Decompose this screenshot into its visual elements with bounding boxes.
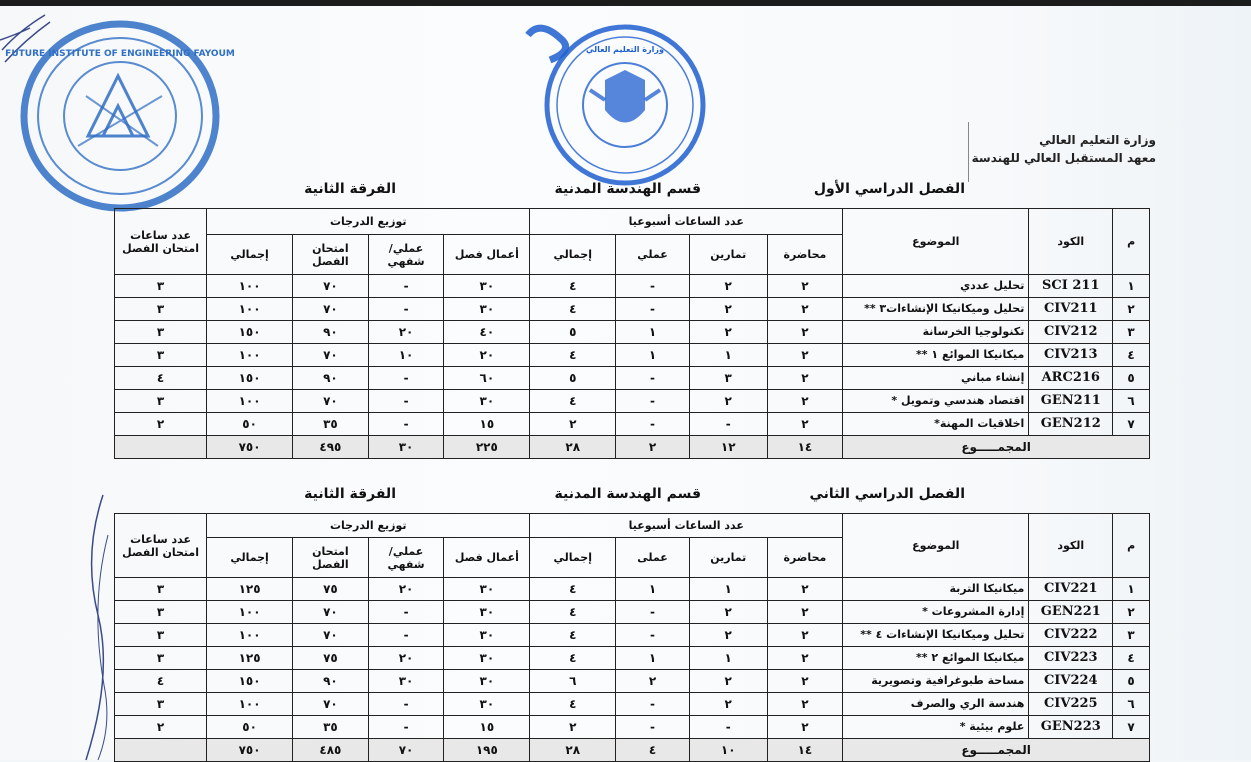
header-exam-hours: عدد ساعات امتحان الفصل: [115, 209, 207, 275]
cell-exam-hours: ٣: [115, 390, 207, 413]
cell-exercises: ١: [689, 647, 767, 670]
cell-total-hours: ٤: [530, 298, 616, 321]
cell-subject: مساحة طبوغرافية وتصويرية: [843, 670, 1029, 693]
cell-total-grades: ١٠٠: [207, 275, 293, 298]
table-row: [115, 693, 1150, 716]
cell-exam-hours: ٣: [115, 693, 207, 716]
cell-total-grades: ١٠٠: [207, 344, 293, 367]
cell-code: CIV212: [1029, 321, 1113, 344]
cell-exercises: ٢: [689, 693, 767, 716]
cell-exam-hours: ٤: [115, 670, 207, 693]
cell-code: CIV211: [1029, 298, 1113, 321]
cell-lecture: ٢: [767, 344, 843, 367]
cell-exercises: -: [689, 413, 767, 436]
cell-coursework: ٢٠: [444, 344, 530, 367]
cell-num: ٢: [1113, 601, 1150, 624]
cell-subject: إنشاء مباني: [843, 367, 1029, 390]
cell-lecture: ٢: [767, 647, 843, 670]
cell-subject: ميكانيكا الموائع ١ **: [843, 344, 1029, 367]
total-label: المجمـــــوع: [843, 739, 1150, 762]
total-lecture: ١٤: [767, 436, 843, 459]
total-hours: ٢٨: [530, 436, 616, 459]
table-row: [115, 670, 1150, 693]
cell-total-grades: ١٥٠: [207, 321, 293, 344]
cell-code: CIV213: [1029, 344, 1113, 367]
cell-num: ٢: [1113, 298, 1150, 321]
cell-code: ARC216: [1029, 367, 1113, 390]
total-exercises: ١٠: [689, 739, 767, 762]
total-exercises: ١٢: [689, 436, 767, 459]
cell-exam-hours: ٣: [115, 624, 207, 647]
cell-exam: ٩٠: [293, 367, 369, 390]
cell-num: ٦: [1113, 390, 1150, 413]
stamp-text: FUTURE INSTITUTE OF ENGINEERING FAYOUM: [5, 49, 235, 59]
cell-total-grades: ١٠٠: [207, 624, 293, 647]
department-name: قسم الهندسة المدنية: [554, 486, 701, 502]
ministry-stamp-icon: [520, 10, 720, 205]
cell-practical: -: [616, 693, 690, 716]
header-grades: توزيع الدرجات: [207, 514, 530, 538]
cell-num: ٦: [1113, 693, 1150, 716]
cell-lecture: ٢: [767, 298, 843, 321]
header-exercises: تمارين: [689, 538, 767, 578]
cell-exam-hours: ٣: [115, 275, 207, 298]
cell-oral: -: [368, 367, 444, 390]
cell-exercises: -: [689, 716, 767, 739]
cell-subject: تحليل عددي: [843, 275, 1029, 298]
cell-practical: ١: [616, 321, 690, 344]
total-exam-hours: [115, 739, 207, 762]
header-total-grades: إجمالي: [207, 235, 293, 275]
cell-code: GEN212: [1029, 413, 1113, 436]
header-coursework: أعمال فصل: [444, 538, 530, 578]
total-coursework: ٢٢٥: [444, 436, 530, 459]
cell-oral: ٣٠: [368, 670, 444, 693]
cell-practical: ١: [616, 647, 690, 670]
table-row: [115, 647, 1150, 670]
cell-exam-hours: ٣: [115, 298, 207, 321]
cell-subject: ميكانيكا التربة: [843, 578, 1029, 601]
table-row: [115, 367, 1150, 390]
cell-exercises: ٢: [689, 321, 767, 344]
semester-term: الفصل الدراسي الثاني: [809, 486, 965, 502]
cell-practical: -: [616, 716, 690, 739]
semester-term: الفصل الدراسي الأول: [813, 181, 965, 197]
cell-code: GEN211: [1029, 390, 1113, 413]
header-total-hours: إجمالي: [530, 235, 616, 275]
header-code: الكود: [1029, 209, 1113, 275]
table-row: [115, 578, 1150, 601]
cell-exam-hours: ٣: [115, 578, 207, 601]
year-name: الفرقة الثانية: [304, 181, 396, 197]
cell-oral: -: [368, 413, 444, 436]
cell-oral: -: [368, 624, 444, 647]
cell-total-grades: ٥٠: [207, 716, 293, 739]
cell-practical: ٢: [616, 670, 690, 693]
table-row: [115, 321, 1150, 344]
cell-subject: اقتصاد هندسي وتمويل *: [843, 390, 1029, 413]
cell-oral: ١٠: [368, 344, 444, 367]
cell-exam-hours: ٣: [115, 321, 207, 344]
cell-subject: إدارة المشروعات *: [843, 601, 1029, 624]
cell-num: ١: [1113, 275, 1150, 298]
department-name: قسم الهندسة المدنية: [554, 181, 701, 197]
cell-coursework: ٣٠: [444, 601, 530, 624]
cell-exam-hours: ٢: [115, 716, 207, 739]
header-num: م: [1113, 514, 1150, 578]
cell-total-hours: ٤: [530, 390, 616, 413]
cell-coursework: ٣٠: [444, 275, 530, 298]
header-weekly-hours: عدد الساعات أسبوعيا: [530, 209, 843, 235]
cell-total-hours: ٥: [530, 367, 616, 390]
total-grades: ٧٥٠: [207, 436, 293, 459]
cell-lecture: ٢: [767, 578, 843, 601]
cell-total-grades: ١٠٠: [207, 298, 293, 321]
cell-exercises: ١: [689, 578, 767, 601]
cell-oral: -: [368, 298, 444, 321]
header-weekly-hours: عدد الساعات أسبوعيا: [530, 514, 843, 538]
cell-coursework: ٣٠: [444, 578, 530, 601]
cell-practical: -: [616, 298, 690, 321]
ministry-name: وزارة التعليم العالي: [1039, 133, 1156, 147]
cell-num: ٥: [1113, 367, 1150, 390]
table-row: [115, 275, 1150, 298]
cell-num: ٤: [1113, 344, 1150, 367]
cell-lecture: ٢: [767, 413, 843, 436]
cell-oral: -: [368, 601, 444, 624]
cell-lecture: ٢: [767, 390, 843, 413]
cell-subject: تحليل وميكانيكا الإنشاءات٣ **: [843, 298, 1029, 321]
header-exam-hours: عدد ساعات امتحان الفصل: [115, 514, 207, 578]
cell-lecture: ٢: [767, 716, 843, 739]
total-hours: ٢٨: [530, 739, 616, 762]
total-lecture: ١٤: [767, 739, 843, 762]
cell-coursework: ٣٠: [444, 298, 530, 321]
total-practical: ٢: [616, 436, 690, 459]
total-label: المجمـــــوع: [843, 436, 1150, 459]
table-row: [115, 413, 1150, 436]
cell-exam: ٧٠: [293, 624, 369, 647]
cell-total-hours: ٤: [530, 693, 616, 716]
total-grades: ٧٥٠: [207, 739, 293, 762]
header-num: م: [1113, 209, 1150, 275]
header-subject: الموضوع: [843, 209, 1029, 275]
cell-num: ٣: [1113, 624, 1150, 647]
cell-subject: اخلاقيات المهنة*: [843, 413, 1029, 436]
cell-exercises: ٢: [689, 390, 767, 413]
cell-lecture: ٢: [767, 321, 843, 344]
cell-code: CIV225: [1029, 693, 1113, 716]
cell-lecture: ٢: [767, 367, 843, 390]
header-subject: الموضوع: [843, 514, 1029, 578]
cell-total-hours: ٤: [530, 624, 616, 647]
header-exam: امتحان الفصل: [293, 235, 369, 275]
cell-subject: ميكانيكا الموائع ٢ **: [843, 647, 1029, 670]
cell-exam-hours: ٢: [115, 413, 207, 436]
cell-exam: ٧٠: [293, 298, 369, 321]
table-row: [115, 344, 1150, 367]
cell-practical: ١: [616, 578, 690, 601]
total-exam-hours: [115, 436, 207, 459]
cell-total-hours: ٢: [530, 413, 616, 436]
cell-oral: -: [368, 390, 444, 413]
cell-coursework: ٣٠: [444, 624, 530, 647]
cell-exam-hours: ٤: [115, 367, 207, 390]
cell-num: ٧: [1113, 716, 1150, 739]
cell-lecture: ٢: [767, 670, 843, 693]
total-oral: ٣٠: [368, 436, 444, 459]
cell-coursework: ٦٠: [444, 367, 530, 390]
cell-exam: ٧٠: [293, 390, 369, 413]
cell-coursework: ٣٠: [444, 647, 530, 670]
cell-total-hours: ٤: [530, 601, 616, 624]
cell-oral: ٢٠: [368, 321, 444, 344]
header-code: الكود: [1029, 514, 1113, 578]
cell-num: ٣: [1113, 321, 1150, 344]
cell-practical: -: [616, 275, 690, 298]
cell-practical: -: [616, 601, 690, 624]
cell-lecture: ٢: [767, 601, 843, 624]
cell-code: SCI 211: [1029, 275, 1113, 298]
cell-total-hours: ٤: [530, 344, 616, 367]
cell-num: ٤: [1113, 647, 1150, 670]
cell-exam: ٧٥: [293, 647, 369, 670]
cell-practical: -: [616, 413, 690, 436]
institute-name: معهد المستقبل العالي للهندسة: [971, 151, 1156, 165]
cell-subject: تكنولوجيا الخرسانة: [843, 321, 1029, 344]
cell-total-grades: ١٥٠: [207, 367, 293, 390]
header-lecture: محاضرة: [767, 538, 843, 578]
cell-practical: -: [616, 624, 690, 647]
cell-num: ١: [1113, 578, 1150, 601]
total-row: [115, 739, 1150, 762]
header-total-hours: إجمالي: [530, 538, 616, 578]
cell-exercises: ٣: [689, 367, 767, 390]
scan-edge: [0, 0, 1251, 6]
cell-exam: ٩٠: [293, 321, 369, 344]
cell-lecture: ٢: [767, 275, 843, 298]
stamp-text: وزارة التعليم العالي: [586, 45, 664, 54]
total-oral: ٧٠: [368, 739, 444, 762]
cell-total-hours: ٢: [530, 716, 616, 739]
header-oral: عملي/ شفهي: [368, 538, 444, 578]
cell-oral: ٢٠: [368, 647, 444, 670]
cell-oral: -: [368, 693, 444, 716]
header-lecture: محاضرة: [767, 235, 843, 275]
total-coursework: ١٩٥: [444, 739, 530, 762]
cell-practical: -: [616, 367, 690, 390]
header-practical: عملى: [616, 538, 690, 578]
cell-total-grades: ١٢٥: [207, 647, 293, 670]
cell-coursework: ٣٠: [444, 693, 530, 716]
cell-oral: ٢٠: [368, 578, 444, 601]
total-exam: ٤٨٥: [293, 739, 369, 762]
cell-total-hours: ٦: [530, 670, 616, 693]
cell-total-grades: ٥٠: [207, 413, 293, 436]
cell-practical: -: [616, 390, 690, 413]
total-exam: ٤٩٥: [293, 436, 369, 459]
cell-exercises: ١: [689, 344, 767, 367]
cell-total-grades: ١٠٠: [207, 693, 293, 716]
cell-total-grades: ١٥٠: [207, 670, 293, 693]
cell-subject: هندسة الري والصرف: [843, 693, 1029, 716]
cell-exam-hours: ٣: [115, 647, 207, 670]
cell-exercises: ٢: [689, 624, 767, 647]
cell-exam-hours: ٣: [115, 344, 207, 367]
cell-practical: ١: [616, 344, 690, 367]
cell-total-hours: ٥: [530, 321, 616, 344]
cell-code: CIV224: [1029, 670, 1113, 693]
cell-num: ٧: [1113, 413, 1150, 436]
cell-exam: ٧٠: [293, 275, 369, 298]
cell-total-grades: ١٠٠: [207, 601, 293, 624]
table-row: [115, 390, 1150, 413]
header-oral: عملي/ شفهي: [368, 235, 444, 275]
cell-total-grades: ١٢٥: [207, 578, 293, 601]
cell-total-hours: ٤: [530, 275, 616, 298]
total-practical: ٤: [616, 739, 690, 762]
cell-exam: ٧٥: [293, 578, 369, 601]
table-row: [115, 298, 1150, 321]
cell-coursework: ١٥: [444, 413, 530, 436]
cell-exercises: ٢: [689, 275, 767, 298]
header-coursework: أعمال فصل: [444, 235, 530, 275]
cell-total-grades: ١٠٠: [207, 390, 293, 413]
cell-code: CIV221: [1029, 578, 1113, 601]
header-exam: امتحان الفصل: [293, 538, 369, 578]
cell-total-hours: ٤: [530, 647, 616, 670]
header-total-grades: إجمالي: [207, 538, 293, 578]
pen-mark-icon: [78, 495, 118, 760]
header-grades: توزيع الدرجات: [207, 209, 530, 235]
cell-exercises: ٢: [689, 298, 767, 321]
cell-subject: تحليل وميكانيكا الإنشاءات ٤ **: [843, 624, 1029, 647]
cell-code: CIV223: [1029, 647, 1113, 670]
schedule-table: [114, 208, 1150, 459]
cell-total-hours: ٤: [530, 578, 616, 601]
cell-exercises: ٢: [689, 601, 767, 624]
cell-exam: ٣٥: [293, 413, 369, 436]
cell-coursework: ٣٠: [444, 390, 530, 413]
cell-lecture: ٢: [767, 624, 843, 647]
cell-num: ٥: [1113, 670, 1150, 693]
cell-code: CIV222: [1029, 624, 1113, 647]
header-exercises: تمارين: [689, 235, 767, 275]
cell-subject: علوم بيئية *: [843, 716, 1029, 739]
cell-exam: ٧٠: [293, 601, 369, 624]
cell-lecture: ٢: [767, 693, 843, 716]
schedule-table: [114, 513, 1150, 762]
year-name: الفرقة الثانية: [304, 486, 396, 502]
table-row: [115, 601, 1150, 624]
cell-exam: ٣٥: [293, 716, 369, 739]
cell-coursework: ٤٠: [444, 321, 530, 344]
cell-coursework: ٣٠: [444, 670, 530, 693]
header-practical: عملي: [616, 235, 690, 275]
cell-code: GEN221: [1029, 601, 1113, 624]
table-row: [115, 624, 1150, 647]
cell-exam: ٧٠: [293, 693, 369, 716]
cell-exercises: ٢: [689, 670, 767, 693]
cell-oral: -: [368, 275, 444, 298]
cell-exam: ٩٠: [293, 670, 369, 693]
table-row: [115, 716, 1150, 739]
cell-exam-hours: ٣: [115, 601, 207, 624]
total-row: [115, 436, 1150, 459]
cell-oral: -: [368, 716, 444, 739]
cell-coursework: ١٥: [444, 716, 530, 739]
cell-exam: ٧٠: [293, 344, 369, 367]
cell-code: GEN223: [1029, 716, 1113, 739]
divider: [968, 122, 969, 182]
institute-stamp-icon: [5, 16, 235, 216]
